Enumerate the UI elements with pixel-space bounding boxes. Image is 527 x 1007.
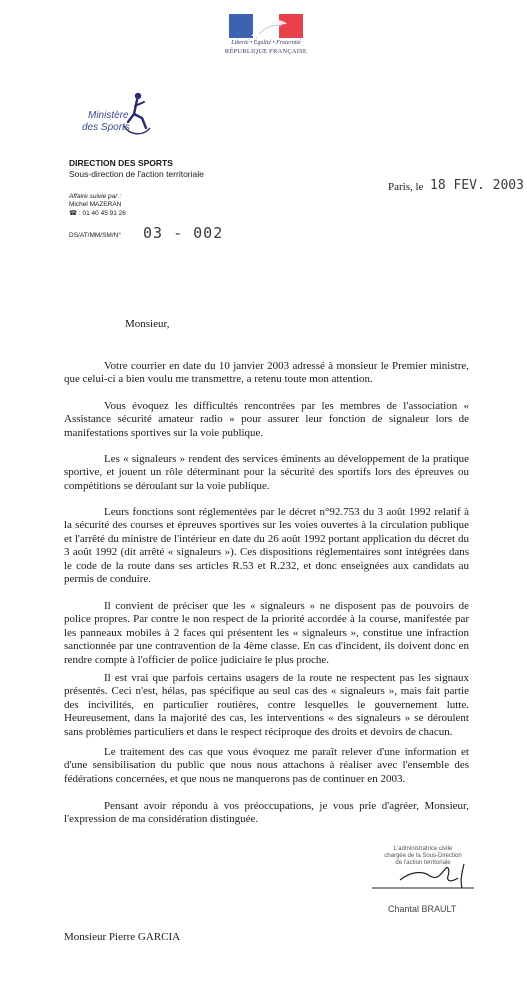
letter-paragraph-8: Pensant avoir répondu à vos préoccupations, je vous prie d'agréer, Monsieur, l'expression de ma considération distinguée. [64, 800, 469, 826]
letter-paragraph-7: Le traitement des cas que vous évoquez me paraît relever d'une information et d'une sensibilisation du public que nous nous attachons à réaliser avec l'ensemble des fédérations concernées, et que nous ne manquerons pas de continuer en 2003. [64, 746, 469, 785]
handwritten-signature-icon [370, 858, 480, 894]
recipient-name: Monsieur Pierre GARCIA [64, 931, 181, 943]
republic-name: RÉPUBLIQUE FRANÇAISE [224, 48, 308, 55]
direction-title: DIRECTION DES SPORTS [69, 158, 173, 168]
affaire-label: Affaire suivie par : [69, 193, 122, 200]
signatory-name: Chantal BRAULT [388, 904, 457, 914]
letter-paragraph-3: Les « signaleurs » rendent des services éminents au développement de la pratique sportive, et jouent un rôle déterminant pour la sécurité des sportifs lors des épreuves ou compétitions se déroulant sur la voie publique. [64, 453, 469, 492]
dateline-place: Paris, le [388, 181, 424, 193]
contact-phone: ☎ : 01 40 45 91 26 [69, 210, 126, 217]
letter-paragraph-5: Il convient de préciser que les « signaleurs » ne disposent pas de pouvoirs de police propres. Par contre le non respect de la priorité accordée à la course, manifestée par les panneaux mobiles à 2 faces qui présentent les « signaleurs », constitue une infraction sanctionnée par une contravention de la 4ème classe. En cas d'incident, ils doivent donc en rendre compte à l'officier de police judiciaire le plus proche. [64, 600, 469, 666]
letter-paragraph-1: Votre courrier en date du 10 janvier 2003 adressé à monsieur le Premier ministre, que celui-ci a bien voulu me transmettre, a retenu toute mon attention. [64, 360, 469, 386]
dateline-date-stamp: 18 FEV. 2003 [430, 178, 524, 193]
contact-name: Michel MAZERAN [69, 201, 122, 208]
salutation: Monsieur, [125, 318, 170, 330]
ministry-name-line2: des Sports [82, 122, 130, 133]
letter-paragraph-2: Vous évoquez les difficultés rencontrées par les membres de l'association « Assistance sécurité amateur radio » pour assurer leur fonction de signaleur lors de manifestations sportives sur la voie publique. [64, 400, 469, 439]
signature-title-line3: de l'action territoriale [395, 860, 451, 866]
letter-paragraph-4: Leurs fonctions sont réglementées par le décret n°92.753 du 3 août 1992 relatif à la sécurité des courses et épreuves sportives sur les voies ouvertes à la circulation publique et l'arrêté du ministre de l'intérieur en date du 26 août 1992 portant application du décret du 3 août 1992 (dit arrêté « signaleurs »). Ces dispositions réglementaires sont intégrées dans le code de la route dans ses articles R.53 et R.232, et donc enseignées aux candidats au permis de conduire. [64, 506, 469, 586]
signature-title-line1: L'administratrice civile [393, 846, 453, 852]
republic-motto: Liberté • Égalité • Fraternité [231, 40, 301, 46]
reference-number: 03 - 002 [143, 224, 224, 242]
marianne-flag-logo [229, 14, 303, 38]
subdirection-title: Sous-direction de l'action territoriale [69, 169, 204, 179]
ministry-name-line1: Ministère [88, 110, 129, 121]
letter-paragraph-6: Il est vrai que parfois certains usagers de la route ne respectent pas les signaux présentés. Ceci n'est, hélas, pas spécifique au seul cas des « signaleurs », mais fait partie des incivilités, en particulier routières, contre lesquelles le gouvernement lutte. Heureusement, dans la majorité des cas, les interventions « des signaleurs » se déroulent sans problèmes particuliers et dans le respect réciproque des droits et devoirs de chacun. [64, 672, 469, 738]
reference-prefix: DS/AT/MM/SM/N° [69, 232, 121, 239]
signature-title-line2: chargée de la Sous-Direction [384, 853, 462, 859]
marianne-profile-icon [229, 14, 303, 38]
